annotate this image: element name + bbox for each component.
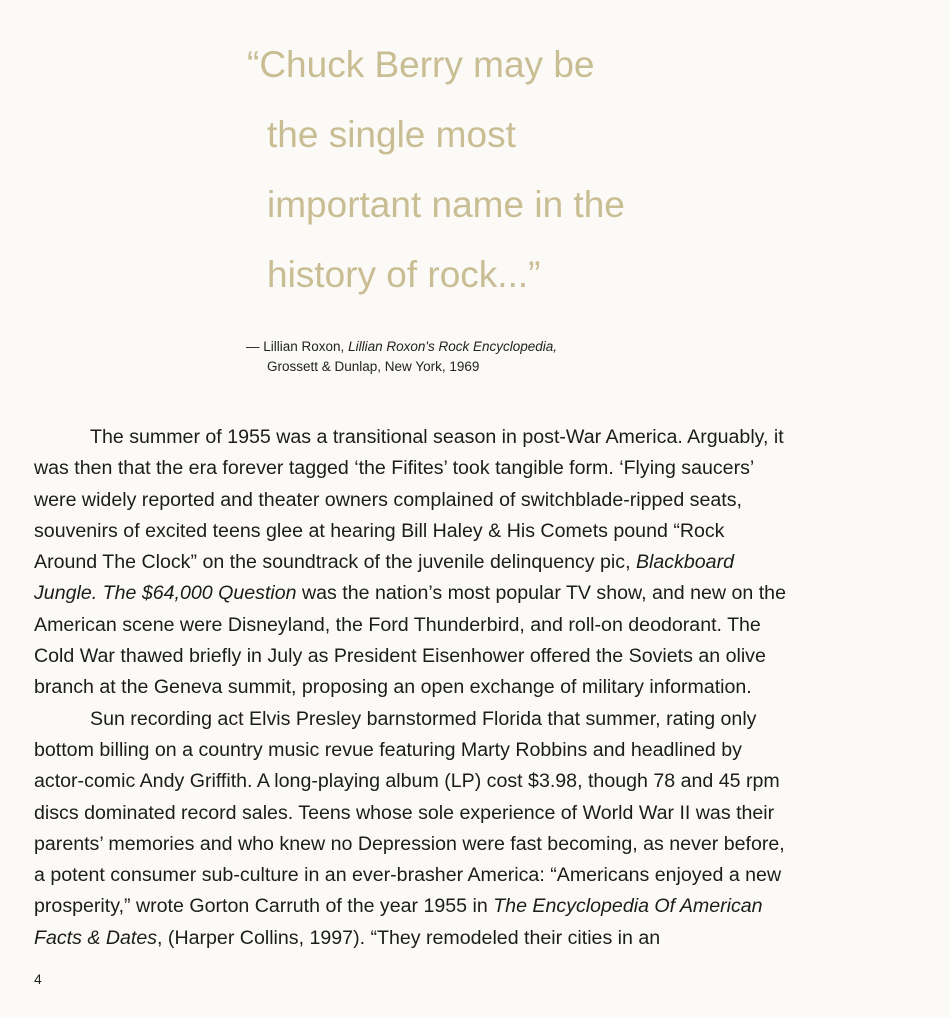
film-title: Blackboard xyxy=(635,551,734,574)
body-line: souvenirs of excited teens glee at hearing Bill Haley & His Comets pound “Rock xyxy=(34,519,725,542)
pull-quote-line: important name in the xyxy=(267,184,625,225)
attribution-book-title: Lillian Roxon's Rock Encyclopedia, xyxy=(348,339,558,354)
body-text xyxy=(34,422,946,954)
body-line xyxy=(34,578,946,609)
body-text-run: prosperity,” wrote Gorton Carruth of the year 1955 in xyxy=(34,895,494,918)
body-line: branch at the Geneva summit, proposing an open exchange of military information. xyxy=(34,676,752,699)
body-line: Cold War thawed briefly in July as President Eisenhower offered the Soviets an olive xyxy=(34,645,766,668)
body-line: discs dominated record sales. Teens whose sole experience of World War II was their xyxy=(34,801,775,824)
body-line: bottom billing on a country music revue featuring Marty Robbins and headlined by xyxy=(34,738,742,761)
body-line xyxy=(34,547,946,578)
book-title: Facts & Dates xyxy=(34,926,158,949)
body-line: actor-comic Andy Griffith. A long-playing album (LP) cost $3.98, though 78 and 45 rpm xyxy=(34,770,780,793)
attribution-line xyxy=(246,337,766,357)
body-text-run: was the nation’s most popular TV show, and new on the xyxy=(296,582,786,605)
pull-quote-line: the single most xyxy=(267,114,516,155)
body-text-run: Around The Clock” on the soundtrack of the juvenile delinquency pic, xyxy=(34,551,636,574)
body-text-run: , (Harper Collins, 1997). “They remodeled their cities in an xyxy=(157,926,661,949)
body-text-run: . xyxy=(91,582,103,605)
body-line xyxy=(34,891,946,922)
tv-show-title: The $64,000 Question xyxy=(102,582,297,605)
body-line: a potent consumer sub-culture in an ever-brasher America: “Americans enjoyed a new xyxy=(34,864,782,887)
pull-quote-line: “Chuck Berry may be xyxy=(247,44,595,85)
pull-quote-line: history of rock...” xyxy=(267,254,541,295)
body-line: were widely reported and theater owners complained of switchblade-ripped seats, xyxy=(34,488,742,511)
book-title: The Encyclopedia Of American xyxy=(493,895,763,918)
body-line: was then that the era forever tagged ‘the Fifites’ took tangible form. ‘Flying saucers’ xyxy=(34,457,755,480)
body-line: The summer of 1955 was a transitional season in post-War America. Arguably, it xyxy=(90,426,784,448)
body-line: Sun recording act Elvis Presley barnstormed Florida that summer, rating only xyxy=(90,707,757,730)
attribution-author: Lillian Roxon, xyxy=(263,339,345,354)
body-line: American scene were Disneyland, the Ford Thunderbird, and roll-on deodorant. The xyxy=(34,613,761,636)
quote-attribution xyxy=(246,337,766,377)
page-number: 4 xyxy=(34,971,42,987)
attribution-dash: — xyxy=(246,339,260,354)
pull-quote xyxy=(247,30,807,310)
film-title: Jungle xyxy=(34,582,92,605)
body-line: parents’ memories and who knew no Depression were fast becoming, as never before, xyxy=(34,832,785,855)
attribution-publisher: Grossett & Dunlap, New York, 1969 xyxy=(267,359,480,374)
body-line xyxy=(34,923,946,954)
